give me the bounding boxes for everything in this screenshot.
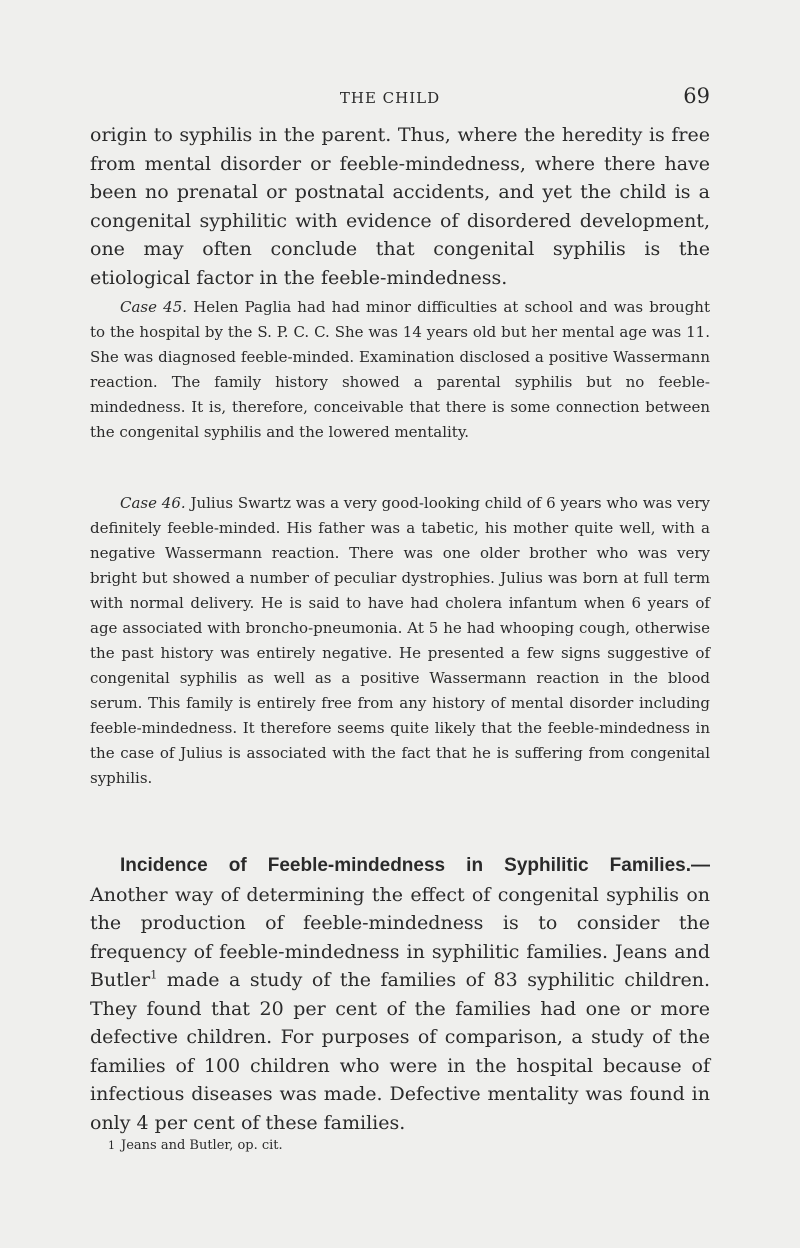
case-46-text: Julius Swartz was a very good-looking child of 6 years who was very definitely feeble-minded. His father was a tabetic, his mother quite well, with a negative Wassermann reaction. There was one older brother who was very bright but showed a number of peculiar dystrophies. Julius was born at full term with normal delivery. He is said to have had cholera infantum when 6 years of age associated with broncho-pneumonia. At 5 he had whooping cough, otherwise the past history was entirely negative. He presented a few signs suggestive of congenital syphilis as well as a positive Wassermann reaction in the blood serum. This family is entirely free from any history of mental disorder including feeble-mindedness. It therefore seems quite likely that the feeble-mindedness in the case of Julius is associated with the fact that he is suffering from congenital syphilis. [90, 494, 710, 787]
footnote-reference[interactable]: 1 [150, 968, 158, 982]
case-45-label: Case 45. [120, 298, 188, 316]
running-title: THE CHILD [339, 89, 441, 107]
intro-paragraph: origin to syphilis in the parent. Thus, where the heredity is free from mental disorder or feeble-mindedness, where there have been no prenatal or postnatal accidents, and yet the child is a congenital syphilitic with evidence of disordered development, one may often conclude that congenital syphilis is the etiological factor in the feeble-mindedness. [90, 124, 710, 289]
incidence-text-after-ref: made a study of the families of 83 syphilitic children. They found that 20 per cent of the families had one or more defective children. For purposes of comparison, a study of the families of 100 children who were in the hospital because of infectious diseases was made. Defective mentality was found in only 4 per cent of these families. [90, 969, 710, 1134]
footnote [108, 1138, 283, 1153]
running-head [0, 84, 800, 112]
incidence-paragraph [90, 851, 710, 1137]
footnote-text: Jeans and Butler, op. cit. [121, 1138, 283, 1153]
case-45-text: Helen Paglia had had minor difficulties at school and was brought to the hospital by the S. P. C. C. She was 14 years old but her mental age was 11. She was diagnosed feeble-minded. Examination disclosed a positive Wassermann reaction. The family history showed a parental syphilis but no feeble-mindedness. It is, therefore, conceivable that there is some connection between the congenital syphilis and the lowered mentality. [90, 298, 710, 441]
section-heading: Incidence of Feeble-mindedness in Syphilitic Families.— [120, 855, 710, 876]
case-46-label: Case 46. [120, 494, 186, 512]
footnote-number: 1 [108, 1139, 115, 1152]
page-number: 69 [683, 84, 710, 108]
incidence-text-before-ref: Another way of determining the effect of congenital syphilis on the production of feeble-mindedness is to consider the frequency of feeble-mindedness in syphilitic families. Jeans and Butler [90, 883, 710, 991]
case-45-paragraph [90, 295, 710, 445]
case-46-paragraph [90, 491, 710, 791]
